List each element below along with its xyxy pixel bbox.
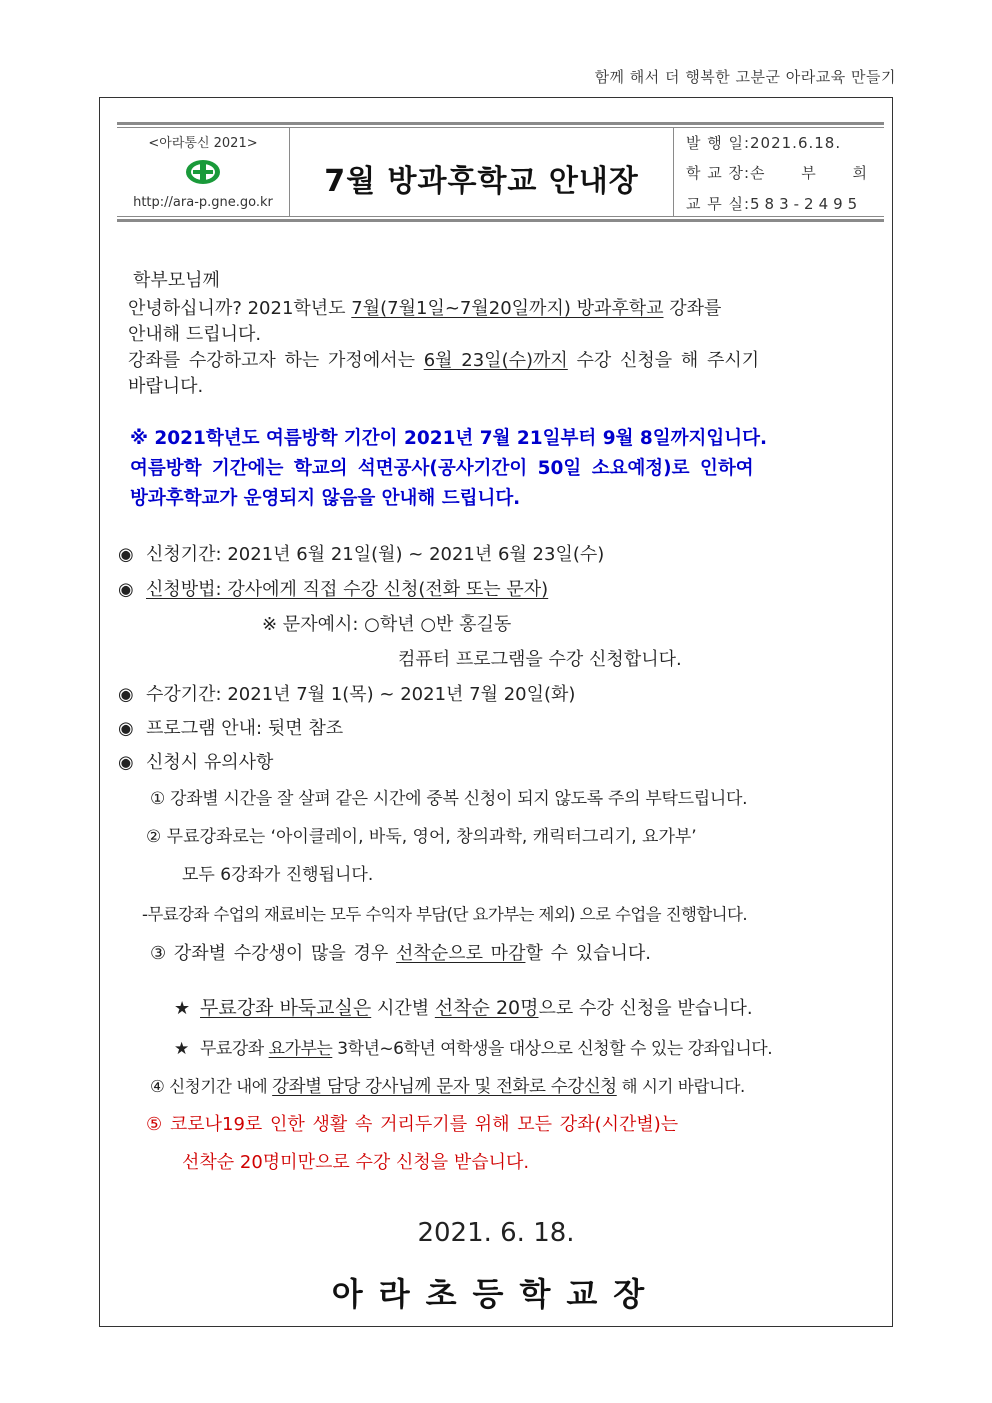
school-slogan: 함께 해서 더 행복한 고분군 아라교육 만들기 <box>594 68 896 86</box>
greeting-line-3: 강좌를 수강하고자 하는 가정에서는 6월 23일(수)까지 수강 신청을 해 주시기 <box>128 350 760 371</box>
sms-example-2: 컴퓨터 프로그램을 수강 신청합니다. <box>398 649 682 670</box>
star-icon: ★ <box>174 998 191 1019</box>
notice-line-2: 여름방학 기간에는 학교의 석면공사(공사기간이 50일 소요예정)로 인하여 <box>130 458 754 479</box>
caution-5: ⑤ 코로나19로 인한 생활 속 거리두기를 위해 모든 강좌(시간별)는 <box>146 1114 679 1135</box>
school-logo-icon <box>183 158 223 186</box>
greeting-line-2: 안내해 드립니다. <box>128 324 262 345</box>
issue-date-footer: 2021. 6. 18. <box>417 1218 575 1248</box>
issue-date-label: 발 행 일: <box>686 134 751 152</box>
school-url: http://ara-p.gne.go.kr <box>133 195 273 210</box>
star-note-yoga: ★ 무료강좌 요가부는 3학년~6학년 여학생을 대상으로 신청할 수 있는 강좌입니다. <box>174 1039 773 1059</box>
bullet-icon: ◉ <box>118 579 134 600</box>
bullet-icon: ◉ <box>118 718 134 739</box>
bullet-icon: ◉ <box>118 684 134 705</box>
program-guide: ◉ 프로그램 안내: 뒷면 참조 <box>118 718 344 739</box>
caution-2-detail: 모두 6강좌가 진행됩니다. <box>182 865 374 885</box>
caution-1: ① 강좌별 시간을 잘 살펴 같은 시간에 중복 신청이 되지 않도록 주의 부탁드립니다. <box>150 789 748 809</box>
sms-example-1: ※ 문자예시: ○학년 ○반 홍길동 <box>262 614 512 635</box>
principal-label: 학 교 장: <box>686 164 751 182</box>
page-title: 7월 방과후학교 안내장 <box>324 164 639 199</box>
bullet-icon: ◉ <box>118 544 134 565</box>
caution-2: ② 무료강좌로는 ‘아이클레이, 바둑, 영어, 창의과학, 캐릭터그리기, 요가부’ <box>146 827 697 847</box>
greeting-line-1: 안녕하십니까? 2021학년도 7월(7월1일~7월20일까지) 방과후학교 강좌를 <box>128 298 722 319</box>
course-period: ◉ 수강기간: 2021년 7월 1(목) ~ 2021년 7월 20일(화) <box>118 684 576 705</box>
notice-line-3: 방과후학교가 운영되지 않음을 안내해 드립니다. <box>130 488 521 509</box>
header-title-cell <box>290 128 674 216</box>
caution-heading: ◉ 신청시 유의사항 <box>118 752 274 773</box>
caution-2-materials: -무료강좌 수업의 재료비는 모두 수익자 부담(단 요가부는 제외) 으로 수업을 진행합니다. <box>142 905 747 924</box>
newsletter-label: <아라통신 2021> <box>148 136 258 151</box>
salutation: 학부모님께 <box>133 270 220 291</box>
apply-period: ◉ 신청기간: 2021년 6월 21일(월) ~ 2021년 6월 23일(수) <box>118 544 605 565</box>
header-info-cell <box>674 128 884 216</box>
office-row <box>686 193 862 214</box>
caution-3: ③ 강좌별 수강생이 많을 경우 선착순으로 마감할 수 있습니다. <box>150 943 651 964</box>
apply-method: ◉ 신청방법: 강사에게 직접 수강 신청(전화 또는 문자) <box>118 579 549 600</box>
bullet-icon: ◉ <box>118 752 134 773</box>
star-icon: ★ <box>174 1039 189 1059</box>
principal-name: 손 부 희 <box>750 164 868 182</box>
notice-line-1: ※ 2021학년도 여름방학 기간이 2021년 7월 21일부터 9월 8일까지입니다. <box>130 428 768 449</box>
caution-5-detail: 선착순 20명미만으로 수강 신청을 받습니다. <box>182 1152 530 1173</box>
greeting-line-4: 바랍니다. <box>128 376 204 397</box>
issue-date: 2021.6.18. <box>750 134 842 152</box>
issue-date-row <box>686 132 841 153</box>
principal-row <box>686 162 868 183</box>
office-phone: 583-2495 <box>750 195 863 213</box>
caution-4: ④ 신청기간 내에 강좌별 담당 강사님께 문자 및 전화로 수강신청 해 시기 바랍니다. <box>150 1077 745 1097</box>
newsletter-header <box>117 122 884 222</box>
star-note-baduk: ★ 무료강좌 바둑교실은 시간별 선착순 20명으로 수강 신청을 받습니다. <box>174 997 753 1019</box>
office-label: 교 무 실: <box>686 195 751 213</box>
header-logo-cell <box>117 128 290 216</box>
principal-signature: 아라초등학교장 <box>331 1275 661 1313</box>
